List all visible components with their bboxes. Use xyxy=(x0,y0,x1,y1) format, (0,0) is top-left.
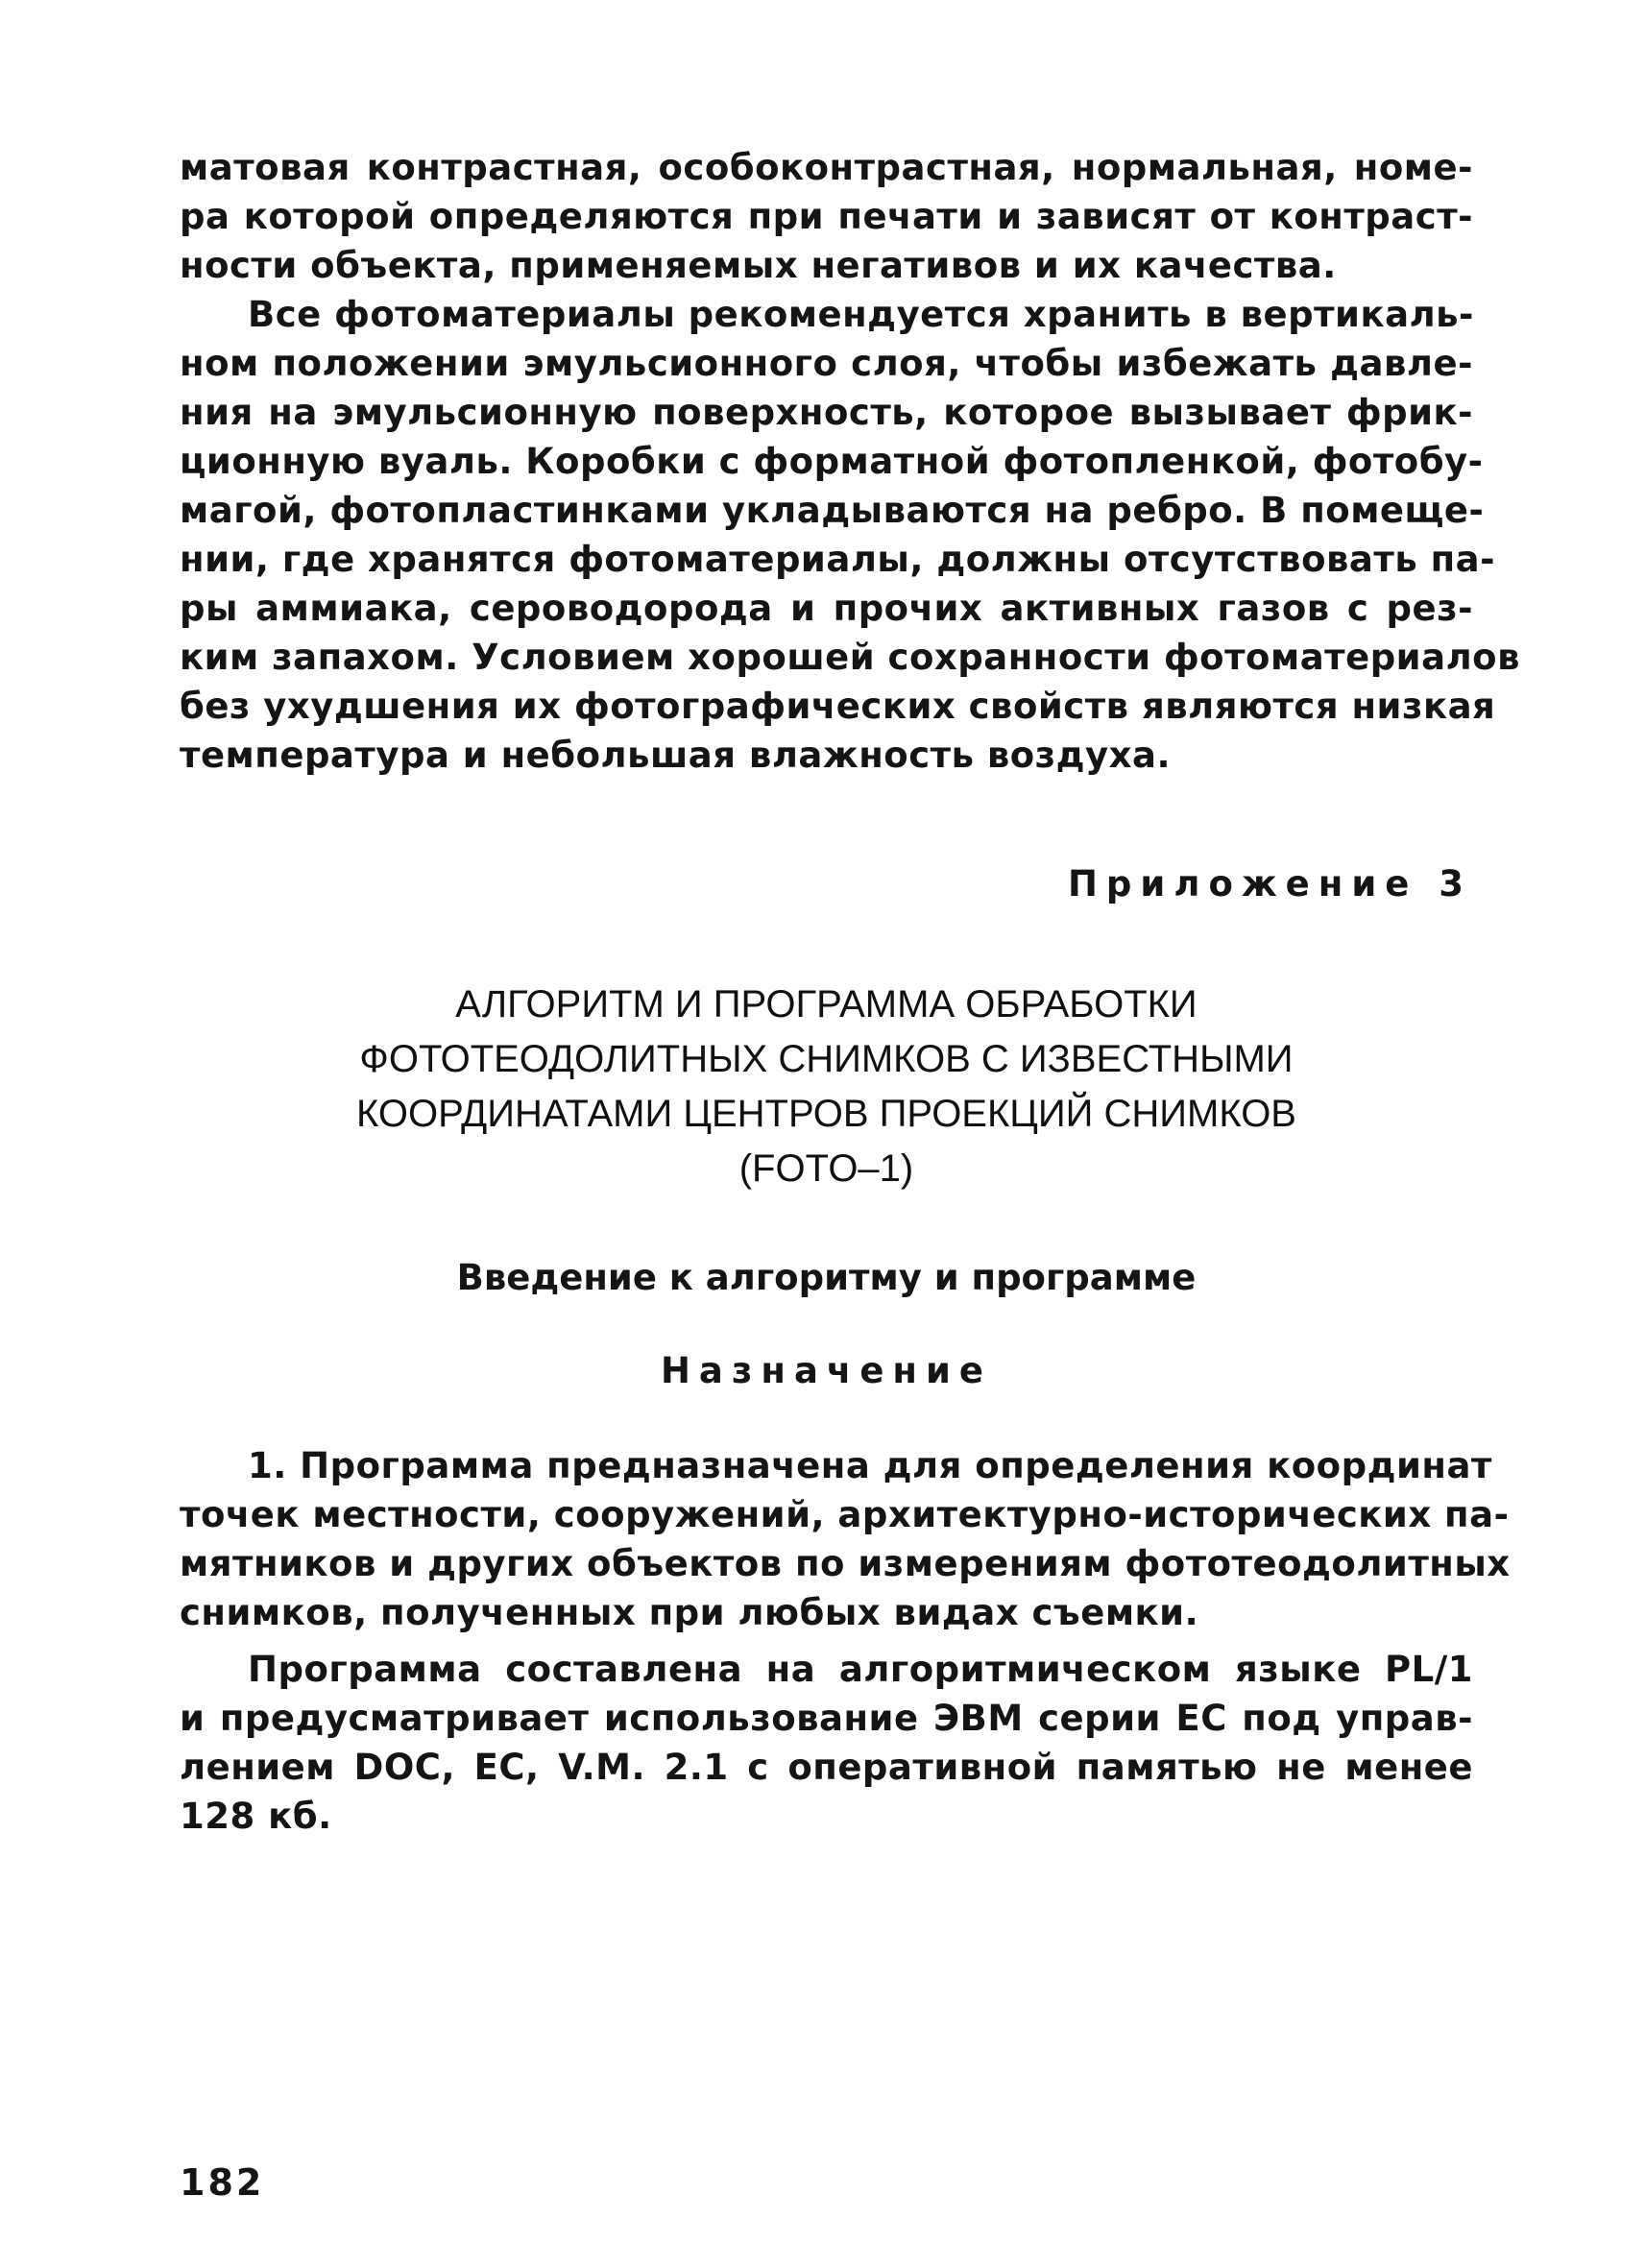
page-number: 182 xyxy=(180,2161,265,2204)
paragraph-2-line-8: ким запахом. Условием хорошей сохранности фотоматериалов xyxy=(180,637,1521,678)
paragraph-2-line-9: без ухудшения их фотографических свойств являются низкая xyxy=(180,686,1496,727)
title-line-1: АЛГОРИТМ И ПРОГРАММА ОБРАБОТКИ xyxy=(455,983,1197,1025)
section-heading: Назначение xyxy=(660,1350,993,1391)
appendix-label: Приложение 3 xyxy=(1067,863,1472,905)
paragraph-1-line-1: матовая контрастная, особоконтрастная, нормальная, номе- xyxy=(180,147,1473,188)
paragraph-1-line-2: ра которой определяются при печати и зависят от контраст- xyxy=(180,196,1473,237)
paragraph-2-line-5: магой, фотопластинками укладываются на ребро. В помеще- xyxy=(180,490,1485,531)
paragraph-4-line-1: Программа составлена на алгоритмическом языке PL/1 xyxy=(248,1649,1473,1690)
paragraph-2-line-1: Все фотоматериалы рекомендуется хранить в вертикаль- xyxy=(248,294,1474,335)
paragraph-1-line-3: ности объекта, применяемых негативов и их качества. xyxy=(180,245,1337,286)
paragraph-3-line-3: мятников и других объектов по измерениям фототеодолитных xyxy=(180,1543,1511,1584)
title-line-4: (FOTO–1) xyxy=(738,1147,914,1190)
paragraph-2-line-7: ры аммиака, сероводорода и прочих активных газов с рез- xyxy=(180,588,1473,629)
paragraph-2-line-10: температура и небольшая влажность воздуха. xyxy=(180,735,1172,776)
title-line-2: ФОТОТЕОДОЛИТНЫХ СНИМКОВ С ИЗВЕСТНЫМИ xyxy=(359,1038,1294,1080)
paragraph-2-line-3: ния на эмульсионную поверхность, которое вызывает фрик- xyxy=(180,392,1473,433)
intro-heading: Введение к алгоритму и программе xyxy=(456,1257,1197,1298)
paragraph-4-line-2: и предусматривает использование ЭВМ серии ЕС под управ- xyxy=(180,1698,1473,1739)
paragraph-3-line-2: точек местности, сооружений, архитектурно-исторических па- xyxy=(180,1494,1510,1535)
paragraph-3-line-4: снимков, полученных при любых видах съемки. xyxy=(180,1592,1199,1633)
title-line-3: КООРДИНАТАМИ ЦЕНТРОВ ПРОЕКЦИЙ СНИМКОВ xyxy=(356,1093,1296,1135)
paragraph-4-line-3: лением DOC, EC, V.M. 2.1 с оперативной памятью не менее xyxy=(180,1747,1473,1788)
paragraph-2-line-2: ном положении эмульсионного слоя, чтобы избежать давле- xyxy=(180,343,1473,384)
paragraph-4-line-4: 128 кб. xyxy=(180,1796,332,1837)
paragraph-2-line-4: ционную вуаль. Коробки с форматной фотопленкой, фотобу- xyxy=(180,441,1484,482)
paragraph-3-line-1: 1. Программа предназначена для определения координат xyxy=(248,1445,1492,1486)
paragraph-2-line-6: нии, где хранятся фотоматериалы, должны отсутствовать па- xyxy=(180,539,1496,580)
